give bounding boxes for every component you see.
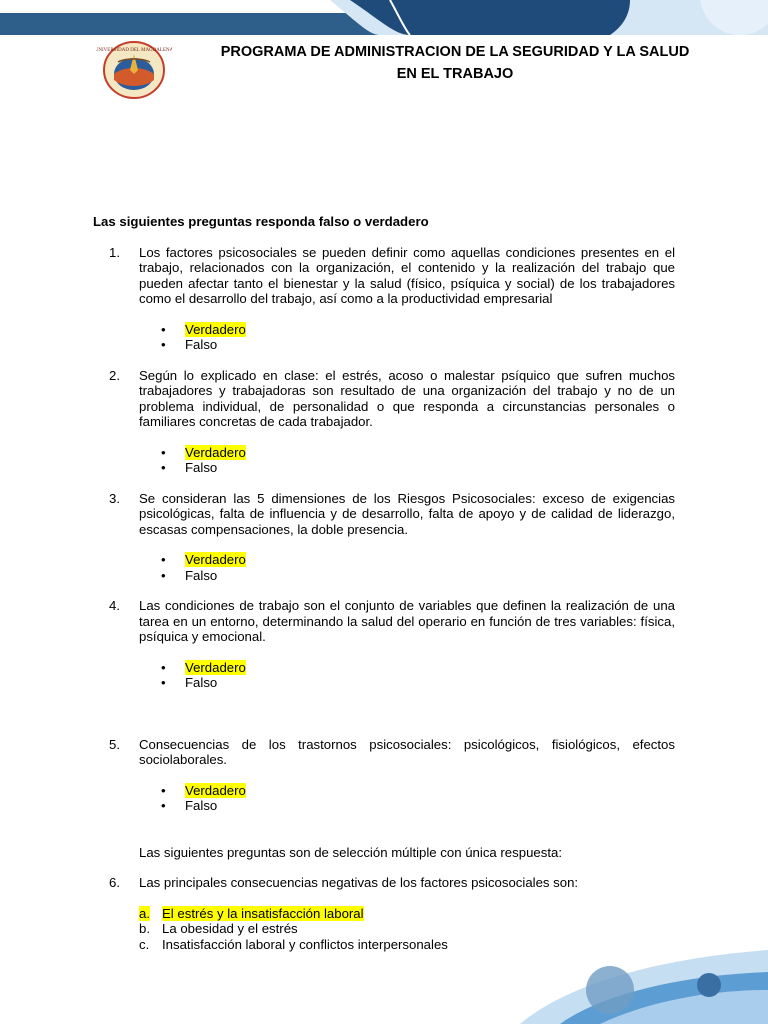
option-falso: • Falso	[161, 798, 218, 813]
footer-swirl-light	[520, 950, 768, 1024]
university-logo	[96, 40, 172, 100]
option-a: a. El estrés y la insatisfacción laboral	[139, 905, 364, 921]
svg-text:UNIVERSIDAD DEL MAGDALENA: UNIVERSIDAD DEL MAGDALENA	[96, 48, 172, 53]
question-text: Los factores psicosociales se pueden definir como aquellas condiciones presentes en el trabajo, relacionados con la organización, el contenido y la realización del trabajo que pueden afectar tanto el bienestar y la salud (físico, psíquica y social) de los trabajadores como el desarrollo del trabajo, así como a la productividad empresarial	[139, 244, 675, 306]
question-text: Consecuencias de los trastornos psicosociales: psicológicos, fisiológicos, efectos sociolaborales.	[139, 736, 675, 767]
header-swirl-light	[330, 0, 768, 35]
footer-bubble-large	[586, 966, 634, 1014]
answer-options	[93, 322, 675, 353]
question-text: Las principales consecuencias negativas de los factores psicosociales son:	[139, 875, 579, 890]
option-falso: • Falso	[161, 675, 218, 690]
question-number: 5.	[109, 736, 120, 752]
section1-intro: Las siguientes preguntas responda falso o verdadero	[93, 214, 429, 229]
footer-swirl-pale	[600, 990, 768, 1024]
answer-options	[93, 552, 675, 583]
answer-options	[93, 660, 675, 691]
question-4	[93, 598, 675, 691]
option-falso: • Falso	[161, 567, 218, 583]
section2-intro: Las siguientes preguntas son de selección múltiple con única respuesta:	[139, 844, 562, 860]
question-number: 2.	[109, 367, 120, 383]
option-verdadero: • Verdadero	[161, 552, 246, 567]
question-text: Las condiciones de trabajo son el conjunto de variables que definen la realización de una tarea en un entorno, determinando la salud del operario en función de tres variables: física, psíquica y emocional.	[139, 598, 675, 644]
question-number: 3.	[109, 490, 120, 506]
option-verdadero: • Verdadero	[161, 782, 246, 798]
question-number: 1.	[109, 244, 120, 260]
question-2	[93, 368, 675, 476]
option-falso: • Falso	[161, 337, 218, 352]
option-c: c. Insatisfacción laboral y conflictos interpersonales	[139, 936, 448, 952]
footer-swirl-mid	[560, 972, 768, 1024]
header-band	[0, 13, 768, 35]
option-verdadero: • Verdadero	[161, 321, 246, 337]
question-number: 6.	[109, 875, 120, 890]
multiple-choice-options	[93, 906, 675, 953]
question-text: Según lo explicado en clase: el estrés, acoso o malestar psíquico que sufren muchos trabajadores y trabajadoras son resultado de una organización del trabajo y no de un problema individual, de personalidad o que responda a circunstancias personales o familiares concretas de cada trabajador.	[139, 367, 675, 429]
question-3	[93, 491, 675, 584]
option-falso: • Falso	[161, 460, 218, 475]
option-verdadero: • Verdadero	[161, 444, 246, 460]
question-6	[93, 875, 675, 952]
question-number: 4.	[109, 598, 120, 613]
answer-options	[93, 783, 675, 814]
option-b: b. La obesidad y el estrés	[139, 921, 298, 936]
document-body	[93, 214, 675, 952]
question-1	[93, 245, 675, 353]
document-title: PROGRAMA DE ADMINISTRACION DE LA SEGURIDAD Y LA SALUD EN EL TRABAJO	[220, 44, 690, 82]
question-5	[93, 737, 675, 814]
footer-bubble-small	[697, 973, 721, 997]
header-swirl-dark	[350, 0, 630, 35]
answer-options	[93, 445, 675, 476]
question-text: Se consideran las 5 dimensiones de los Riesgos Psicosociales: exceso de exigencias psicológicas, falta de influencia y de desarrollo, falta de apoyo y de calidad de liderazgo, escasas compensaciones, la doble presencia.	[139, 490, 675, 537]
option-verdadero: • Verdadero	[161, 659, 246, 675]
